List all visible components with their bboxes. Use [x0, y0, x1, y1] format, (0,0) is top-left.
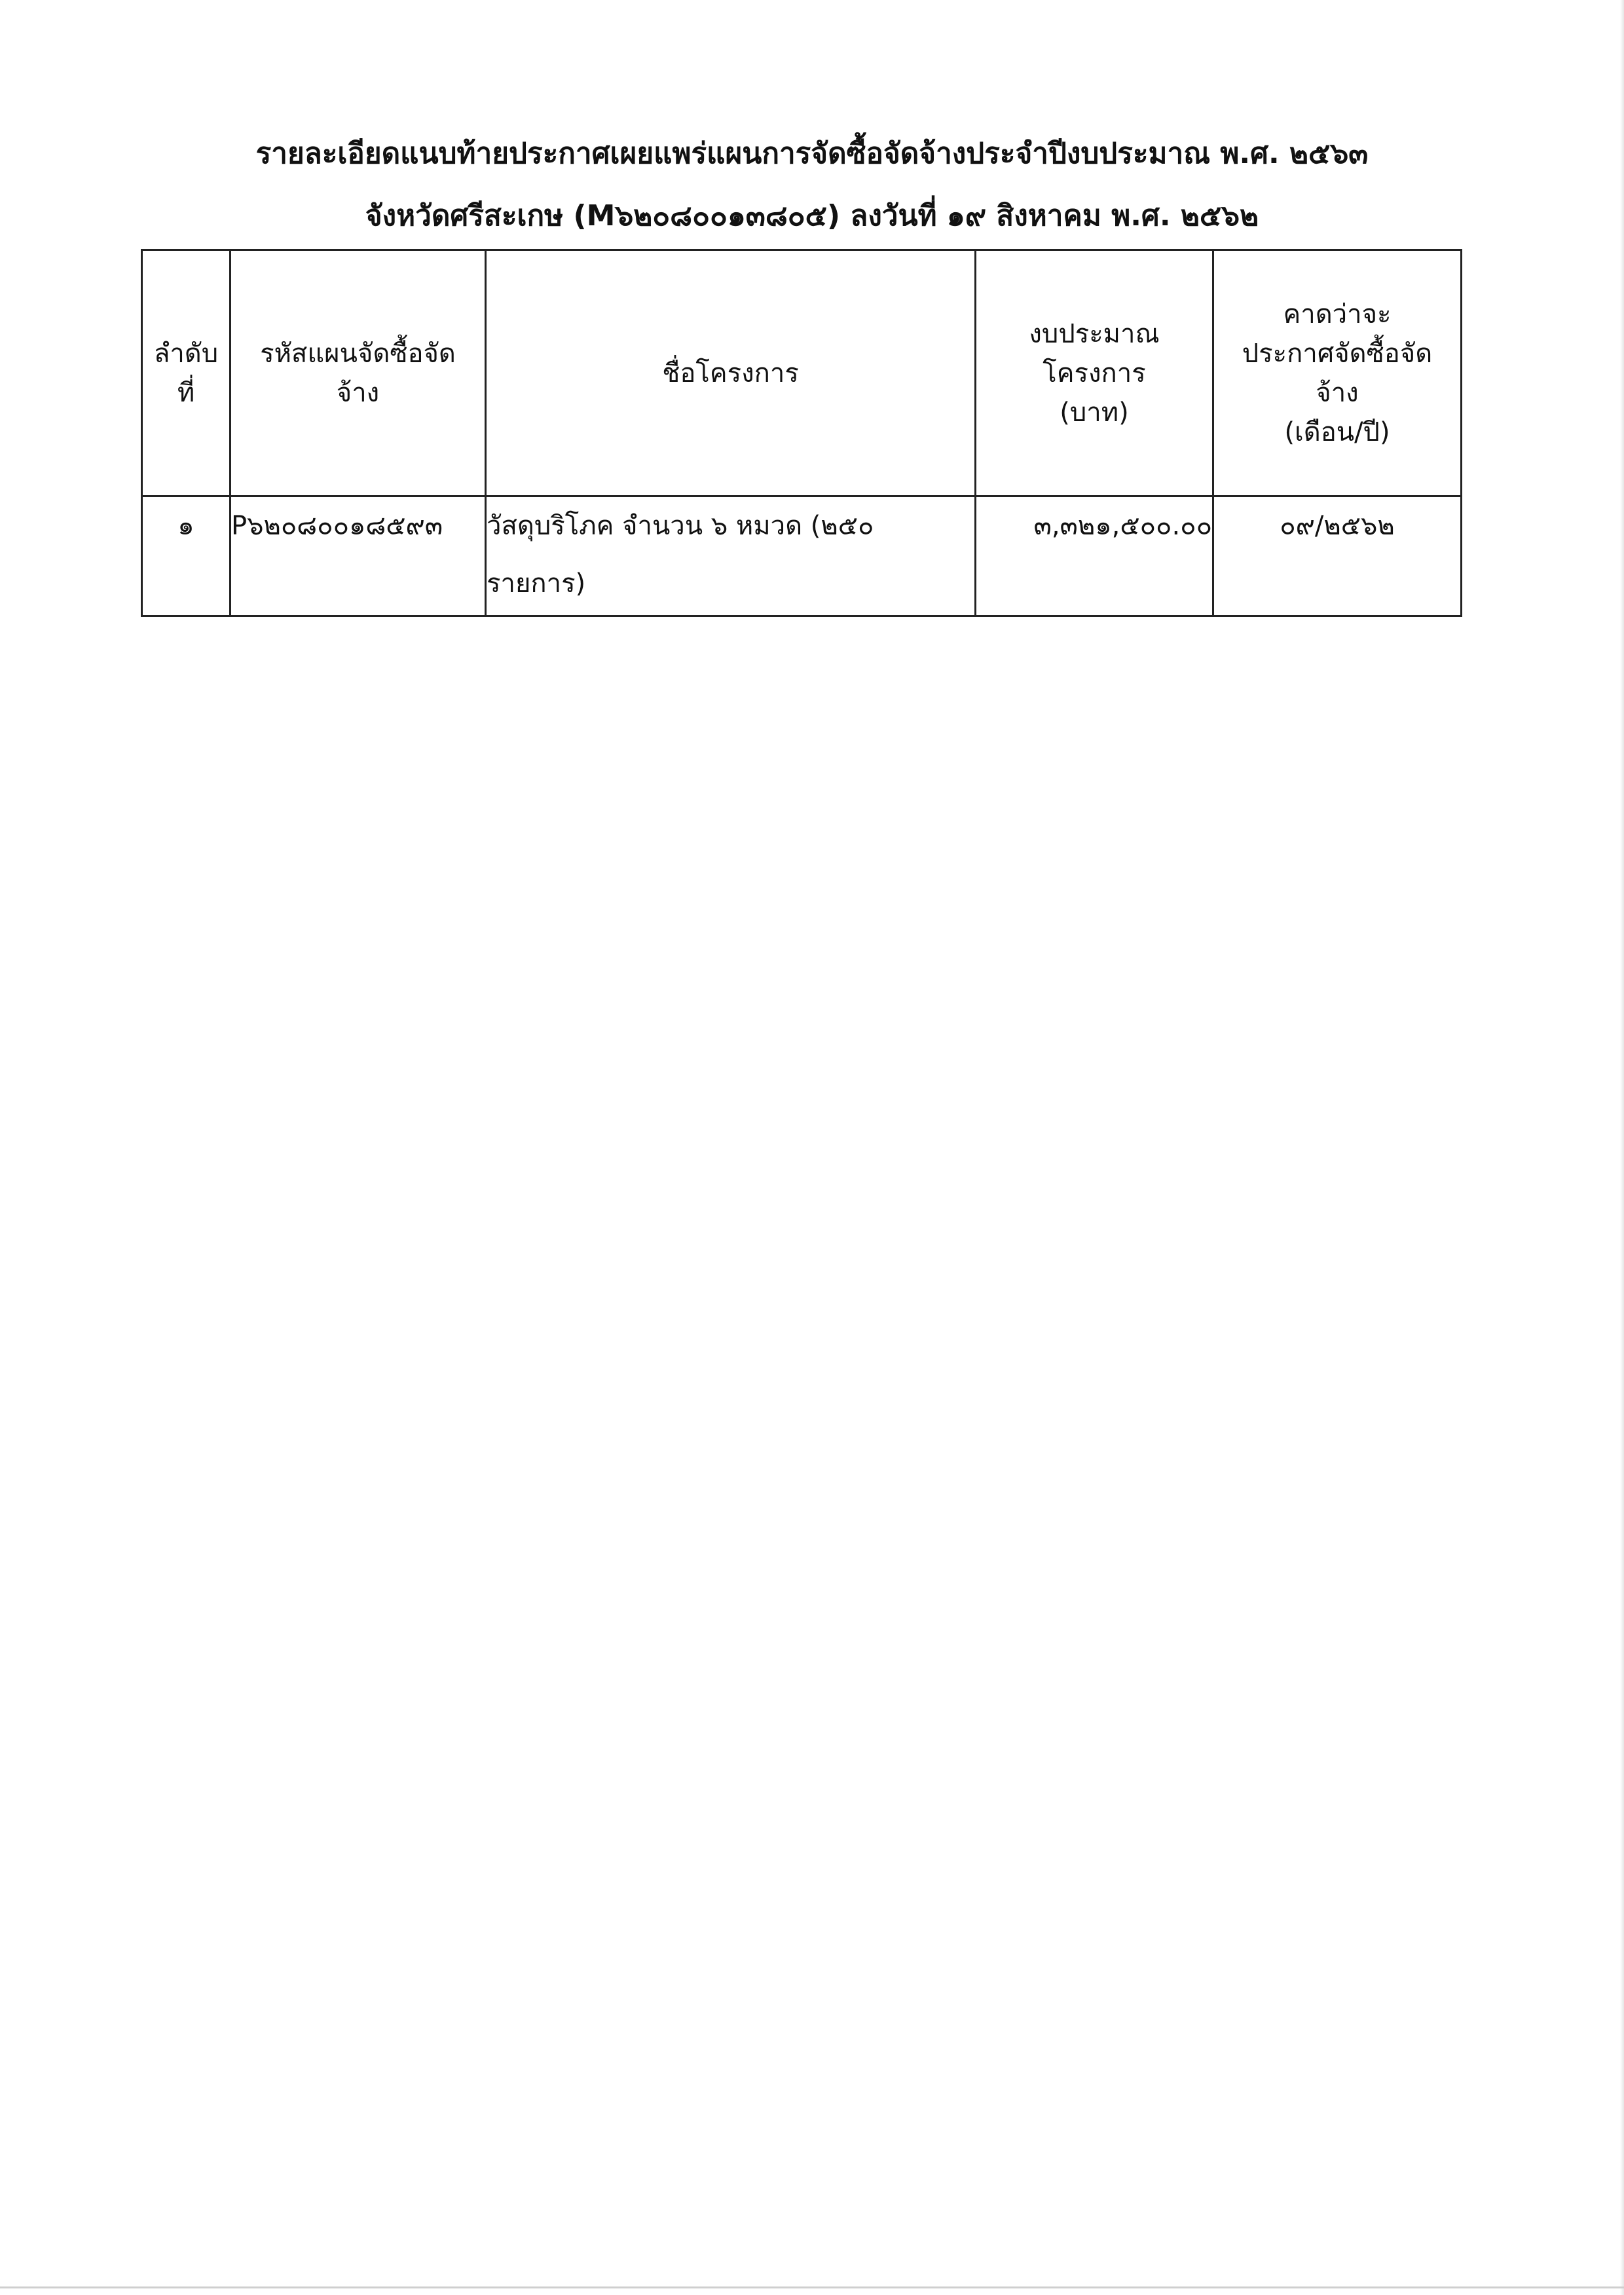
cell-plan-code: P๖๒๐๘๐๐๑๘๕๙๓ [231, 496, 486, 616]
column-header-plan-code-line-2: จ้าง [336, 377, 380, 408]
page-bottom-edge [0, 2286, 1624, 2288]
procurement-plan-table [141, 249, 1462, 617]
column-header-budget-line-2: โครงการ [1043, 358, 1146, 388]
column-header-plan-code-line-1: รหัสแผนจัดซื้อจัด [260, 338, 456, 369]
column-header-no-line-2: ที่ [177, 377, 195, 408]
document-title-line-2: จังหวัดศรีสะเกษ (M๖๒๐๘๐๐๑๓๘๐๕) ลงวันที่ ๑๙ สิงหาคม พ.ศ. ๒๕๖๒ [365, 199, 1259, 233]
column-header-plan-code [231, 250, 486, 496]
document-title-line-1: รายละเอียดแนบท้ายประกาศเผยแพร่แผนการจัดซื้อจัดจ้างประจำปีงบประมาณ พ.ศ. ๒๕๖๓ [255, 137, 1369, 170]
column-header-announce-month [1213, 250, 1462, 496]
column-header-budget-line-3: (บาท) [1060, 397, 1129, 428]
column-header-announce-month-line-1: คาดว่าจะ [1283, 299, 1392, 329]
column-header-announce-month-line-3: จ้าง [1316, 377, 1359, 408]
cell-no: ๑ [142, 496, 231, 616]
column-header-budget [976, 250, 1213, 496]
column-header-project-name-line-1: ชื่อโครงการ [662, 358, 799, 388]
page-edge-shadow [1620, 0, 1624, 2295]
column-header-no-line-1: ลำดับ [153, 338, 219, 369]
cell-announce-month: ๐๙/๒๕๖๒ [1213, 496, 1462, 616]
column-header-announce-month-line-2: ประกาศจัดซื้อจัด [1242, 338, 1433, 369]
table-header-row [142, 250, 1462, 496]
table-row [142, 496, 1462, 616]
column-header-project-name [486, 250, 976, 496]
column-header-budget-line-1: งบประมาณ [1029, 318, 1160, 349]
column-header-no [142, 250, 231, 496]
cell-project-name: วัสดุบริโภค จำนวน ๖ หมวด (๒๕๐ รายการ) [486, 496, 976, 616]
column-header-announce-month-line-4: (เดือน/ปี) [1284, 417, 1390, 447]
cell-budget: ๓,๓๒๑,๕๐๐.๐๐ [976, 496, 1213, 616]
